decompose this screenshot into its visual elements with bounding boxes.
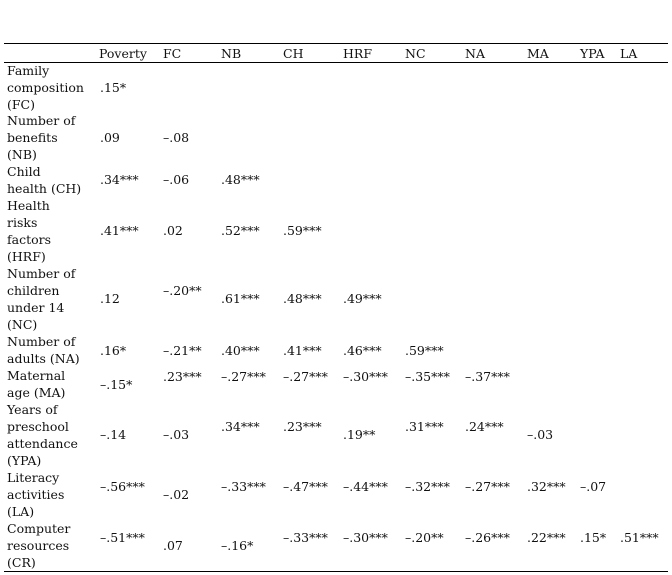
table-cell: .49*** — [343, 291, 382, 306]
table-cell: .51*** — [620, 530, 659, 545]
table-cell: –.30*** — [343, 369, 388, 384]
table-cell: .07 — [163, 538, 183, 553]
table-cell: –.03 — [163, 427, 190, 442]
table-top-rule — [4, 43, 668, 44]
table-cell: –.27*** — [465, 479, 510, 494]
table-cell: .52*** — [221, 223, 260, 238]
table-cell: .46*** — [343, 343, 382, 358]
row-label: Number of adults (NA) — [7, 334, 80, 366]
table-cell: –.20** — [405, 530, 444, 545]
table-cell: .23*** — [163, 369, 202, 384]
table-header-rule — [4, 62, 668, 63]
column-header: MA — [527, 46, 549, 61]
table-cell: –.33*** — [221, 479, 266, 494]
table-cell: –.15* — [100, 377, 133, 392]
table-bottom-rule — [4, 571, 668, 572]
table-cell: –.27*** — [221, 369, 266, 384]
table-cell: .48*** — [221, 172, 260, 187]
column-header: YPA — [580, 46, 605, 61]
table-cell: .32*** — [527, 479, 566, 494]
table-cell: –.35*** — [405, 369, 450, 384]
row-label: Literacy activities (LA) — [7, 470, 65, 519]
table-cell: .48*** — [283, 291, 322, 306]
table-cell: –.07 — [580, 479, 607, 494]
table-cell: .02 — [163, 223, 183, 238]
table-cell: –.16* — [221, 538, 254, 553]
row-label: Child health (CH) — [7, 164, 82, 196]
table-cell: –.44*** — [343, 479, 388, 494]
table-cell: –.03 — [527, 427, 554, 442]
row-label: Computer resources (CR) — [7, 521, 71, 570]
table-cell: .40*** — [221, 343, 260, 358]
table-cell: .34*** — [221, 419, 260, 434]
table-cell: .15* — [580, 530, 607, 545]
table-cell: .15* — [100, 80, 127, 95]
row-label: Maternal age (MA) — [7, 368, 66, 400]
table-cell: –.30*** — [343, 530, 388, 545]
table-cell: .59*** — [405, 343, 444, 358]
table-cell: –.47*** — [283, 479, 328, 494]
table-cell: –.20** — [163, 283, 202, 298]
table-cell: .41*** — [100, 223, 139, 238]
table-cell: .23*** — [283, 419, 322, 434]
column-header: NC — [405, 46, 426, 61]
table-cell: –.06 — [163, 172, 190, 187]
table-cell: .12 — [100, 291, 120, 306]
row-label: Number of children under 14 (NC) — [7, 266, 76, 332]
table-cell: –.02 — [163, 487, 190, 502]
column-header: HRF — [343, 46, 372, 61]
row-label: Health risks factors (HRF) — [7, 198, 52, 264]
table-cell: –.37*** — [465, 369, 510, 384]
table-cell: .59*** — [283, 223, 322, 238]
row-label: Years of preschool attendance (YPA) — [7, 402, 78, 468]
table-cell: –.14 — [100, 427, 127, 442]
table-cell: .31*** — [405, 419, 444, 434]
table-cell: .61*** — [221, 291, 260, 306]
row-label: Number of benefits (NB) — [7, 113, 76, 162]
column-header: NA — [465, 46, 485, 61]
table-cell: –.27*** — [283, 369, 328, 384]
table-cell: –.51*** — [100, 530, 145, 545]
table-cell: .22*** — [527, 530, 566, 545]
table-cell: –.33*** — [283, 530, 328, 545]
column-header: LA — [620, 46, 638, 61]
column-header: Poverty — [99, 46, 147, 61]
table-cell: –.32*** — [405, 479, 450, 494]
table-cell: .16* — [100, 343, 127, 358]
table-cell: –.56*** — [100, 479, 145, 494]
table-cell: .19** — [343, 427, 376, 442]
table-cell: –.21** — [163, 343, 202, 358]
column-header: NB — [221, 46, 242, 61]
table-cell: .24*** — [465, 419, 504, 434]
table-cell: –.08 — [163, 130, 190, 145]
column-header: CH — [283, 46, 304, 61]
column-header: FC — [163, 46, 182, 61]
row-label: Family composition (FC) — [7, 63, 84, 112]
table-cell: .34*** — [100, 172, 139, 187]
table-cell: .41*** — [283, 343, 322, 358]
table-cell: –.26*** — [465, 530, 510, 545]
table-cell: .09 — [100, 130, 120, 145]
